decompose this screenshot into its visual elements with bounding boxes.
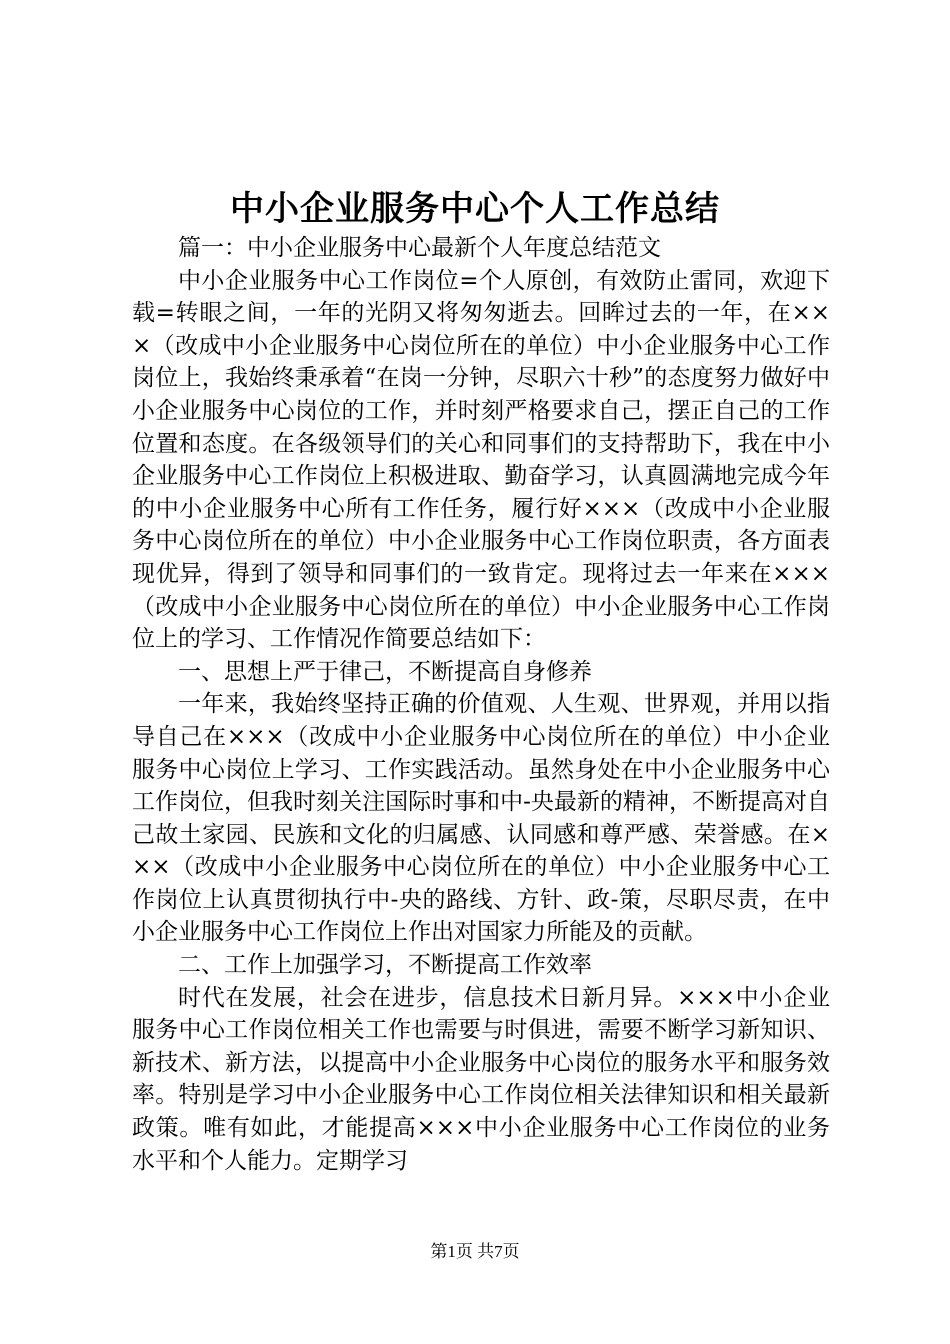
document-title: 中小企业服务中心个人工作总结 — [230, 189, 720, 229]
section-heading-article-one: 篇一：中小企业服务中心最新个人年度总结范文 — [178, 235, 661, 261]
body-paragraph-intro: 中小企业服务中心工作岗位=个人原创，有效防止雷同，欢迎下载=转眼之间，一年的光阴又将匆匆逝去。回眸过去的一年，在×××（改成中小企业服务中心岗位所在的单位）中小企业服务中心工作岗位上，我始终秉承着“在岗一分钟，尽职六十秒”的态度努力做好中小企业服务中心岗位的工作，并时刻严格要求自己，摆正自己的工作位置和态度。在各级领导们的关心和同事们的支持帮助下，我在中小企业服务中心工作岗位上积极进取、勤奋学习，认真圆满地完成今年的中小企业服务中心所有工作任务，履行好×××（改成中小企业服务中心岗位所在的单位）中小企业服务中心工作岗位职责，各方面表现优异，得到了领导和同事们的一致肯定。现将过去一年来在×××（改成中小企业服务中心岗位所在的单位）中小企业服务中心工作岗位上的学习、工作情况作简要总结如下： — [132, 267, 830, 653]
body-paragraph-ideology: 一年来，我始终坚持正确的价值观、人生观、世界观，并用以指导自己在×××（改成中小企业服务中心岗位所在的单位）中小企业服务中心岗位上学习、工作实践活动。虽然身处在中小企业服务中心工作岗位，但我时刻关注国际时事和中-央最新的精神，不断提高对自己故土家园、民族和文化的归属感、认同感和尊严感、荣誉感。在×××（改成中小企业服务中心岗位所在的单位）中小企业服务中心工作岗位上认真贯彻执行中-央的路线、方针、政-策，尽职尽责，在中小企业服务中心工作岗位上作出对国家力所能及的贡献。 — [132, 691, 830, 946]
body-paragraph-work: 时代在发展，社会在进步，信息技术日新月异。×××中小企业服务中心工作岗位相关工作也需要与时俱进，需要不断学习新知识、新技术、新方法，以提高中小企业服务中心岗位的服务水平和服务效率。特别是学习中小企业服务中心工作岗位相关法律知识和相关最新政策。唯有如此，才能提高×××中小企业服务中心工作岗位的业务水平和个人能力。定期学习 — [132, 984, 830, 1174]
page-number-footer: 第1页 共7页 — [430, 1242, 520, 1261]
section-heading-one: 一、思想上严于律己，不断提高自身修养 — [178, 658, 592, 685]
document-body — [132, 232, 830, 1177]
section-heading-two: 二、工作上加强学习，不断提高工作效率 — [178, 952, 592, 979]
